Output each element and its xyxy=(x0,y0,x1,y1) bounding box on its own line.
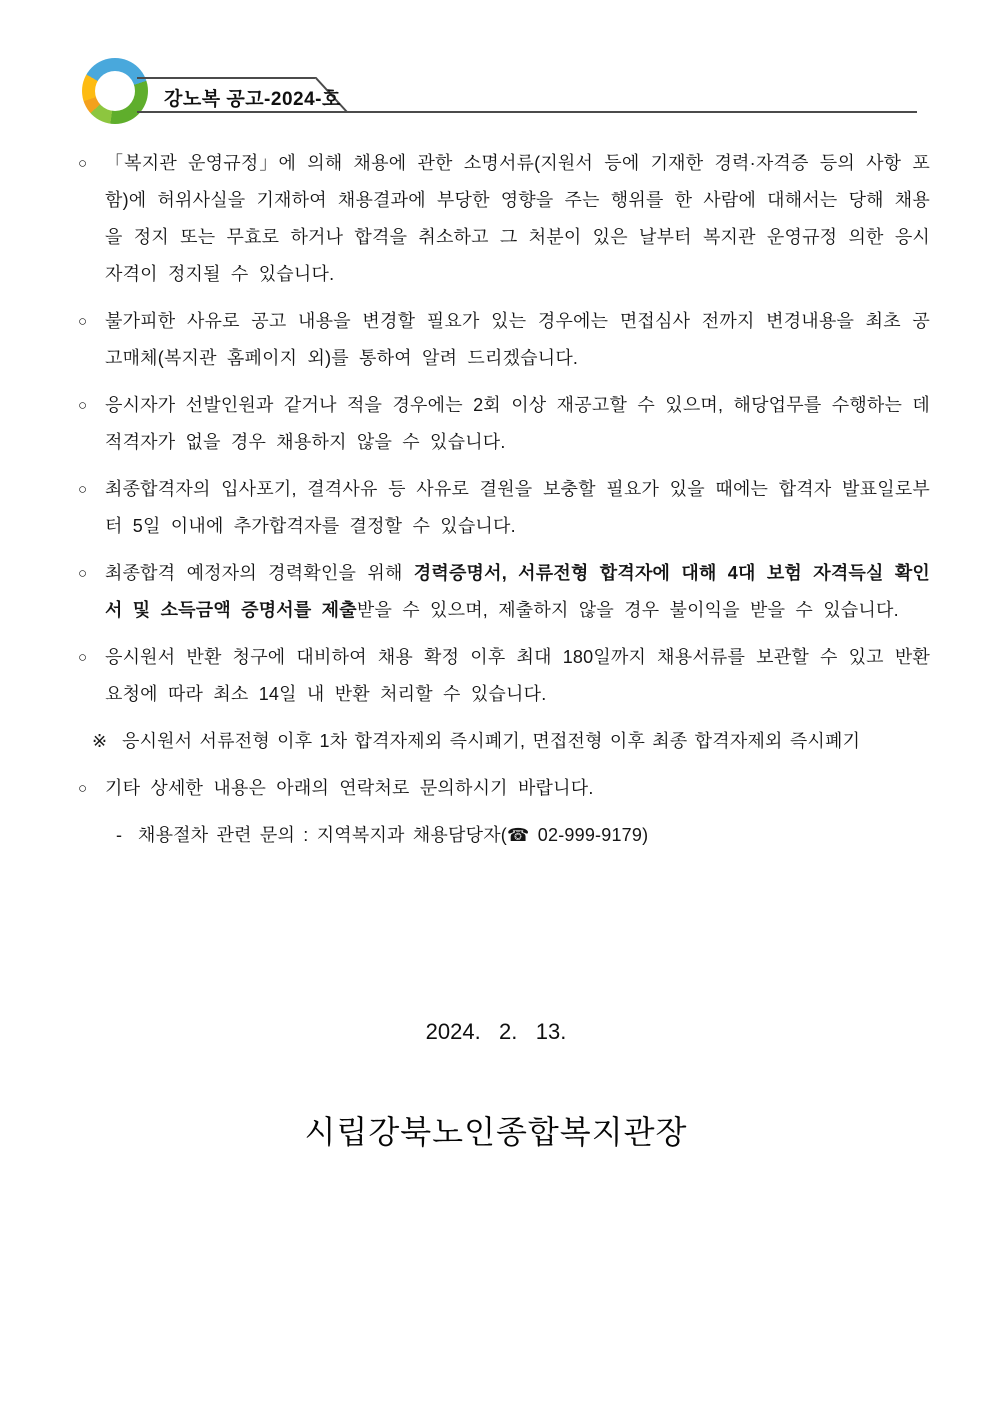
bullet-marker: ○ xyxy=(78,313,88,330)
notice-paragraph xyxy=(92,723,930,760)
notice-number: 강노복 공고-2024-호 xyxy=(164,89,341,110)
notice-paragraph xyxy=(78,555,930,629)
bullet-marker: ○ xyxy=(78,780,88,797)
paragraph-text: 응시자가 선발인원과 같거나 적을 경우에는 2회 이상 재공고할 수 있으며, 해당업무를 수행하는 데 적격자가 없을 경우 채용하지 않을 수 있습니다. xyxy=(105,395,930,452)
notice-body xyxy=(0,145,992,854)
paragraph-text: 최종합격자의 입사포기, 결격사유 등 사유로 결원을 보충할 필요가 있을 때에는 합격자 발표일로부터 5일 이내에 추가합격자를 결정할 수 있습니다. xyxy=(105,479,930,536)
paragraph-text: 「복지관 운영규정」에 의해 채용에 관한 소명서류(지원서 등에 기재한 경력·자격증 등의 사항 포함)에 허위사실을 기재하여 채용결과에 부당한 영향을 주는 행위를 한 사람에 대해서는 당해 채용을 정지 또는 무효로 하거나 합격을 취소하고 그 처분이 있은 날부터 복지관 운영규정 의한 응시자격이 정지될 수 있습니다. xyxy=(105,153,930,284)
bullet-marker: ○ xyxy=(78,397,88,414)
notice-paragraph xyxy=(78,303,930,377)
bullet-marker: ○ xyxy=(78,481,88,498)
paragraph-list xyxy=(78,145,930,854)
notice-paragraph xyxy=(78,387,930,461)
banner-bottom-line xyxy=(137,111,917,113)
notice-paragraph xyxy=(78,770,930,807)
bullet-marker: - xyxy=(116,825,122,845)
notice-paragraph xyxy=(78,145,930,293)
bullet-marker: ○ xyxy=(78,649,88,666)
notice-paragraph xyxy=(116,817,930,854)
paragraph-text: 응시원서 서류전형 이후 1차 합격자제외 즉시폐기, 면접전형 이후 최종 합격자제외 즉시폐기 xyxy=(122,731,861,751)
paragraph-text: 응시원서 반환 청구에 대비하여 채용 확정 이후 최대 180일까지 채용서류를 보관할 수 있고 반환요청에 따라 최소 14일 내 반환 처리할 수 있습니다. xyxy=(105,647,930,704)
notice-date: 2024. 2. 13. xyxy=(425,1019,567,1044)
org-swirl-logo-icon xyxy=(82,58,148,124)
banner-top-line xyxy=(137,77,315,79)
notice-paragraph xyxy=(78,639,930,713)
paragraph-text: 채용절차 관련 문의 : 지역복지과 채용담당자(☎ 02-999-9179) xyxy=(138,825,649,845)
issuer-signature: 시립강북노인종합복지관장 xyxy=(304,1114,688,1150)
bullet-marker: ○ xyxy=(78,565,88,582)
paragraph-text: 불가피한 사유로 공고 내용을 변경할 필요가 있는 경우에는 면접심사 전까지 변경내용을 최초 공고매체(복지관 홈페이지 외)를 통하여 알려 드리겠습니다. xyxy=(105,311,930,368)
paragraph-text: 최종합격 예정자의 경력확인을 위해 경력증명서, 서류전형 합격자에 대해 4대 보험 자격득실 확인서 및 소득금액 증명서를 제출받을 수 있으며, 제출하지 않을 경우 불이익을 받을 수 있습니다. xyxy=(105,563,931,620)
document-header xyxy=(0,0,992,145)
paragraph-text: 기타 상세한 내용은 아래의 연락처로 문의하시기 바랍니다. xyxy=(105,778,594,798)
bullet-marker: ※ xyxy=(92,731,108,751)
notice-paragraph xyxy=(78,471,930,545)
bullet-marker: ○ xyxy=(78,155,88,172)
